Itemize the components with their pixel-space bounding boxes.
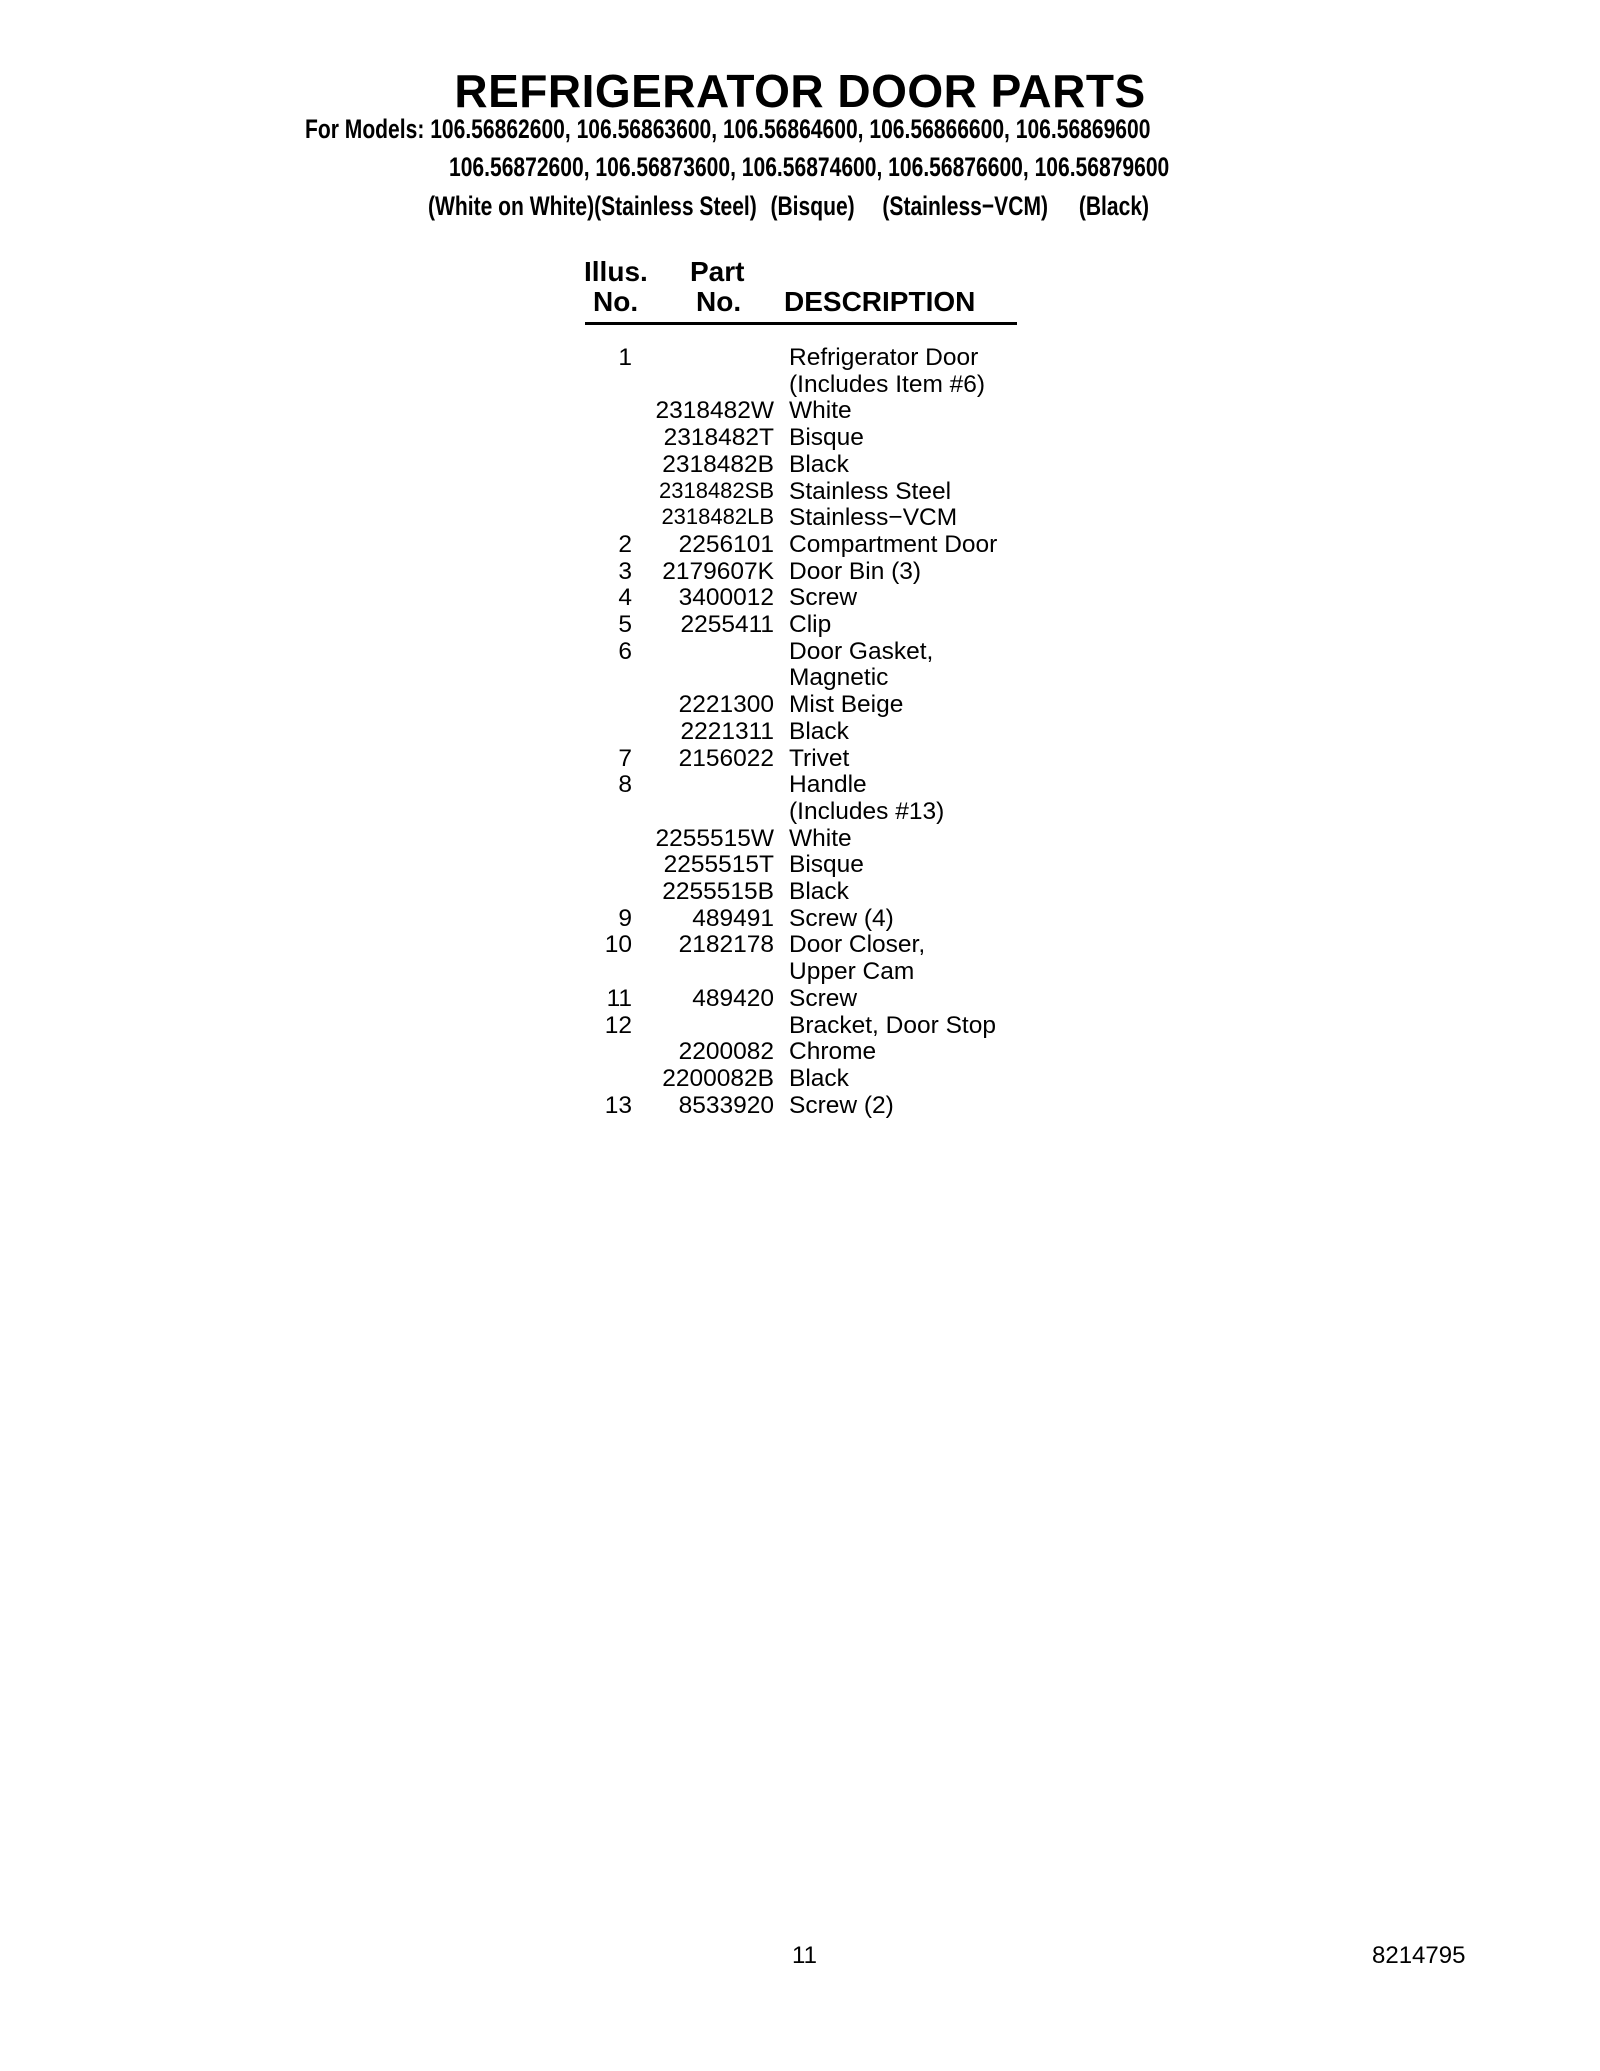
part-description: Clip: [789, 611, 832, 638]
header-rule: [585, 322, 1017, 325]
part-no: 3400012: [678, 584, 774, 612]
part-no: 2156022: [678, 744, 774, 772]
color-white-stainless: (White on White)(Stainless Steel): [428, 191, 757, 221]
part-description: Screw: [789, 984, 858, 1012]
header-part-bottom: No.: [696, 286, 742, 317]
part-no: 2318482B: [662, 450, 774, 478]
part-no: 2182178: [678, 931, 774, 959]
part-no: 2318482W: [655, 397, 774, 425]
part-description: White: [789, 824, 852, 852]
part-description: Stainless−VCM: [789, 504, 958, 532]
part-description: (Includes Item #6): [789, 370, 986, 398]
illus-no: 8: [618, 771, 632, 799]
header-part-top: Part: [690, 256, 745, 287]
part-description: Screw (4): [789, 904, 894, 932]
illus-no: 11: [606, 984, 632, 1012]
illus-no: 13: [604, 1091, 632, 1119]
illus-no: 10: [604, 931, 632, 959]
illus-no: 6: [618, 637, 632, 665]
part-description: Upper Cam: [789, 958, 915, 986]
header-description: DESCRIPTION: [784, 286, 976, 317]
part-description: Screw (2): [789, 1091, 894, 1119]
page-title: REFRIGERATOR DOOR PARTS: [454, 65, 1146, 117]
part-no: 2179607K: [662, 557, 774, 585]
part-description: White: [789, 397, 852, 425]
part-no: 2221300: [678, 691, 774, 719]
illus-no: 12: [604, 1011, 632, 1039]
header-illus-top: Illus.: [584, 256, 648, 287]
part-description: (Includes #13): [789, 797, 945, 825]
models-colors-line: [428, 191, 1149, 222]
color-stainless-vcm: (Stainless−VCM): [882, 191, 1049, 221]
part-description: Black: [789, 1064, 849, 1092]
part-no: 2200082: [678, 1038, 774, 1066]
part-description: Black: [789, 450, 849, 478]
part-no: 2255411: [680, 611, 774, 638]
part-description: Handle: [789, 771, 867, 799]
page-number: 11: [792, 1942, 817, 1969]
illus-no: 7: [618, 744, 632, 772]
part-description: Door Closer,: [789, 931, 926, 959]
part-description: Mist Beige: [789, 691, 904, 719]
part-description: Screw: [789, 584, 858, 612]
illus-no: 2: [618, 530, 632, 558]
part-description: Bisque: [789, 424, 864, 452]
part-description: Door Gasket,: [789, 637, 934, 665]
part-no: 2318482LB: [661, 504, 774, 530]
part-description: Stainless Steel: [789, 477, 952, 505]
header-illus-bottom: No.: [593, 286, 639, 317]
part-description: Black: [789, 878, 849, 905]
part-no: 2256101: [678, 530, 774, 558]
illus-no: 1: [618, 344, 632, 371]
part-no: 8533920: [678, 1091, 774, 1119]
part-no: 2318482SB: [659, 477, 774, 503]
part-no: 489491: [692, 904, 774, 932]
part-description: Trivet: [789, 744, 850, 772]
part-description: Door Bin (3): [789, 557, 922, 585]
part-no: 2318482T: [663, 424, 774, 452]
models-line-2: 106.56872600, 106.56873600, 106.56874600, 106.56876600, 106.56879600: [449, 152, 1170, 182]
part-description: Bisque: [789, 851, 864, 879]
illus-no: 3: [618, 557, 632, 585]
part-description: Compartment Door: [789, 530, 998, 558]
illus-no: 5: [618, 611, 632, 638]
color-bisque: (Bisque): [770, 191, 855, 221]
illus-no: 4: [618, 584, 632, 612]
document-number: 8214795: [1372, 1942, 1466, 1969]
part-no: 2200082B: [662, 1064, 774, 1092]
part-no: 2255515T: [663, 851, 774, 879]
illus-no: 9: [618, 904, 632, 932]
part-no: 2255515W: [655, 824, 774, 852]
part-description: Magnetic: [789, 664, 889, 692]
part-no: 489420: [692, 984, 774, 1012]
part-description: Bracket, Door Stop: [789, 1011, 996, 1039]
part-description: Chrome: [789, 1038, 877, 1066]
part-no: 2255515B: [662, 878, 774, 905]
part-no: 2221311: [680, 717, 774, 745]
part-description: Black: [789, 717, 849, 745]
models-line-1: For Models: 106.56862600, 106.56863600, 106.56864600, 106.56866600, 106.56869600: [305, 114, 1151, 144]
part-description: Refrigerator Door: [789, 344, 979, 371]
color-black: (Black): [1078, 191, 1150, 221]
